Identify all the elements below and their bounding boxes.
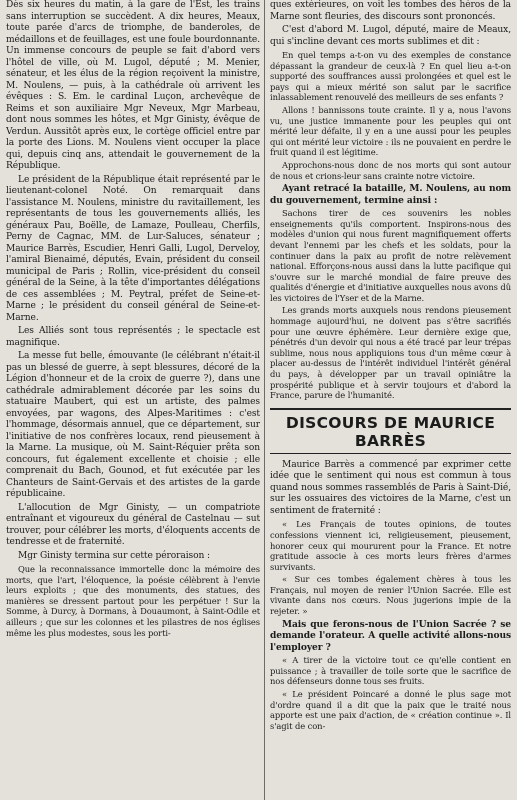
quoted-paragraph: Les grands morts auxquels nous rendons pieusement hommage aujourd'hui, ne doivent pas s'être sacrifiés pour une œuvre éphémère. Leur dernière exige que, pénétrés d'un devoir qui nous a été tracé par leur trépas sublime, nous nous appliquions tous d'un même cœur à placer au-dessus de l'intérêt individuel l'intérêt général du pays, à développer par un travail opiniâtre la prospérité publique et à servir toujours et d'abord la France, parure de l'humanité. [270,305,511,401]
quoted-paragraph: Que la reconnaissance immortelle donc la mémoire des morts, que l'art, l'éloquence, la poésie célèbrent à l'envie leurs exploits ; que des monuments, des statues, des manières se dressent partout pour les perpétuer ! Sur la Somme, à Durcy, à Dormans, à Douaumont, à Saint-Odile et ailleurs ; que sur les colonnes et les pilastres de nos églises même les plus modestes, sous les porti- [6,564,260,638]
article-paragraph: La messe fut belle, émouvante (le célébrant n'était-il pas un blessé de guerre, à sept blessures, décoré de la Légion d'honneur et de la croix de guerre ?), dans une cathédrale admirablement décorée par les soins du statuaire Maubert, qui est un artiste, des palmes envoyées, par wagons, des Alpes-Maritimes : c'est l'hommage, désormais annuel, que ce département, sur l'initiative de nos confrères locaux, rend pieusement à la Marne. La musique, où M. Saint-Réquier prêta son concours, fut également excellente et choisie ; elle comprenait du Bach, Gounod, et fut exécutée par les Chanteurs de Saint-Gervais et des artistes de la garde républicaine. [6,351,260,499]
section-headline [270,408,511,454]
column-rule [264,0,265,800]
article-paragraph: C'est d'abord M. Lugol, député, maire de Meaux, qui s'incline devant ces morts sublimes et dit : [270,25,511,47]
quoted-paragraph: Sachons tirer de ces souvenirs les nobles enseignements qu'ils comportent. Inspirons-nous des modèles d'union qui nous furent magnifiquement offerts devant l'ennemi par les chefs et les soldats, pour la continuer dans la paix au profit de notre relèvement national. Efforçons-nous aussi dans la lutte pacifique qui s'ouvre sur le marché mondial de faire preuve des qualités d'énergie et d'initiative auxquelles nous avons dû les victoires de l'Yser et de la Marne. [270,208,511,303]
quoted-paragraph: Allons ! bannissons toute crainte. Il y a, nous l'avons vu, une justice immanente pour les peuples qui ont mérité leur défaite, il y en a une aussi pour les peuples qui ont mérité leur victoire : ils ne pouvaient en perdre le fruit quand il est légitime. [270,104,511,158]
quoted-paragraph: « Sur ces tombes également chères à tous les Français, nul moyen de renier l'Union Sacrée. Elle est vivante dans nos cœurs. Nous jugerions impie de la rejeter. » [270,574,511,617]
left-column [6,0,260,800]
article-paragraph: Mgr Ginisty termina sur cette péroraison : [18,550,211,561]
article-paragraph: L'allocution de Mgr Ginisty, — un compatriote entraînant et vigoureux du général de Castelnau — sut trouver, pour célébrer les morts, d'éloquents accents de tendresse et de fraternité. [6,502,260,547]
article-paragraph: ques extérieures, on voit les tombes des héros de la Marne sont fleuries, des discours sont prononcés. [270,0,511,22]
article-paragraph: Les Alliés sont tous représentés ; le spectacle est magnifique. [6,326,260,348]
quoted-paragraph: « A tirer de la victoire tout ce qu'elle contient en puissance ; à travailler de toile sorte que le sacrifice de nos défenseurs donne tous ses fruits. [270,655,511,687]
quoted-paragraph: En quel temps a-t-on vu des exemples de constance dépassant la grandeur de ceux-là ? En quel lieu a-t-on supporté des souffrances aussi prolongées et quel est le pays qui a mieux mérité son salut par le sacrifice inlassablement renouvelé des meilleurs de ses enfants ? [270,50,511,103]
article-paragraph: Ayant retracé la bataille, M. Noulens, au nom du gouvernement, termine ainsi : [270,183,511,206]
article-paragraph: Maurice Barrès a commencé par exprimer cette idée que le sentiment qui nous est commun à tous quand nous sommes rassemblés de Paris à Saint-Dié, sur les ossuaires des victoires de la Marne, c'est un sentiment de fraternité : [270,459,511,516]
headline-text: DISCOURS DE MAURICE BARRÈS [285,413,496,450]
quoted-paragraph: Approchons-nous donc de nos morts qui sont autour de nous et crions-leur sans crainte notre victoire. [270,159,511,181]
quoted-paragraph: « Les Français de toutes opinions, de toutes confessions viennent ici, religieusement, pieusement, honorer ceux qui moururent pour la France. Et notre gratitude associe à ces morts leurs frères d'armes survivants. [270,519,511,572]
article-paragraph: Dès six heures du matin, à la gare de l'Est, les trains sans interruption se succèdent. A dix heures, Meaux, toute parée d'arcs de triomphe, de banderoles, de médaillons et de feuillages, est une foule bourdonnante. Un immense concours de peuple se fait d'abord vers l'hôtel de ville, où M. Lugol, député ; M. Menier, sénateur, et les élus de la région reçoivent la ministre, M. Noulens, — puis, à la cathédrale où arrivent les évêques : S. Em. le cardinal Luçon, archevêque de Reims et son auxiliaire Mgr Neveux, Mgr Marbeau, dont nous sommes les hôtes, et Mgr Ginisty, évêque de Verdun. Aussitôt après eux, le cortège officiel entre par la porte des Lions. M. Noulens vient occuper la place qui, depuis cinq ans, attendait le gouvernement de la République. [6,0,260,171]
article-paragraph: Mais que ferons-nous de l'Union Sacrée ? se demande l'orateur. A quelle activité allons-nous l'employer ? [270,618,511,653]
quoted-paragraph: « Le président Poincaré a donné le plus sage mot d'ordre quand il a dit que la paix que le traité nous apporte est une paix d'action, de « création continue ». Il s'agit de con- [270,688,511,731]
article-paragraph: Le président de la République était représenté par le lieutenant-colonel Noté. On remarquait dans l'assistance M. Noulens, ministre du ravitaillement, les représentants de tous les gouvernements alliés, les généraux Pau, Boëlle, de Lamaze, Poulleau, Cherfils, Perny de Cagnac, MM. de Lur-Saluces, sénateur ; Maurice Barrès, Escudier, Henri Galli, Lugol, Derveloy, l'amiral Bienaimé, députés, Evain, président du conseil municipal de Paris ; Rollin, vice-président du conseil général de la Seine, à la tête d'importantes délégations de ces assemblées ; M. Peytral, préfet de Seine-et-Marne ; le président du conseil général de Seine-et-Marne. [6,174,260,323]
right-column [270,0,511,800]
